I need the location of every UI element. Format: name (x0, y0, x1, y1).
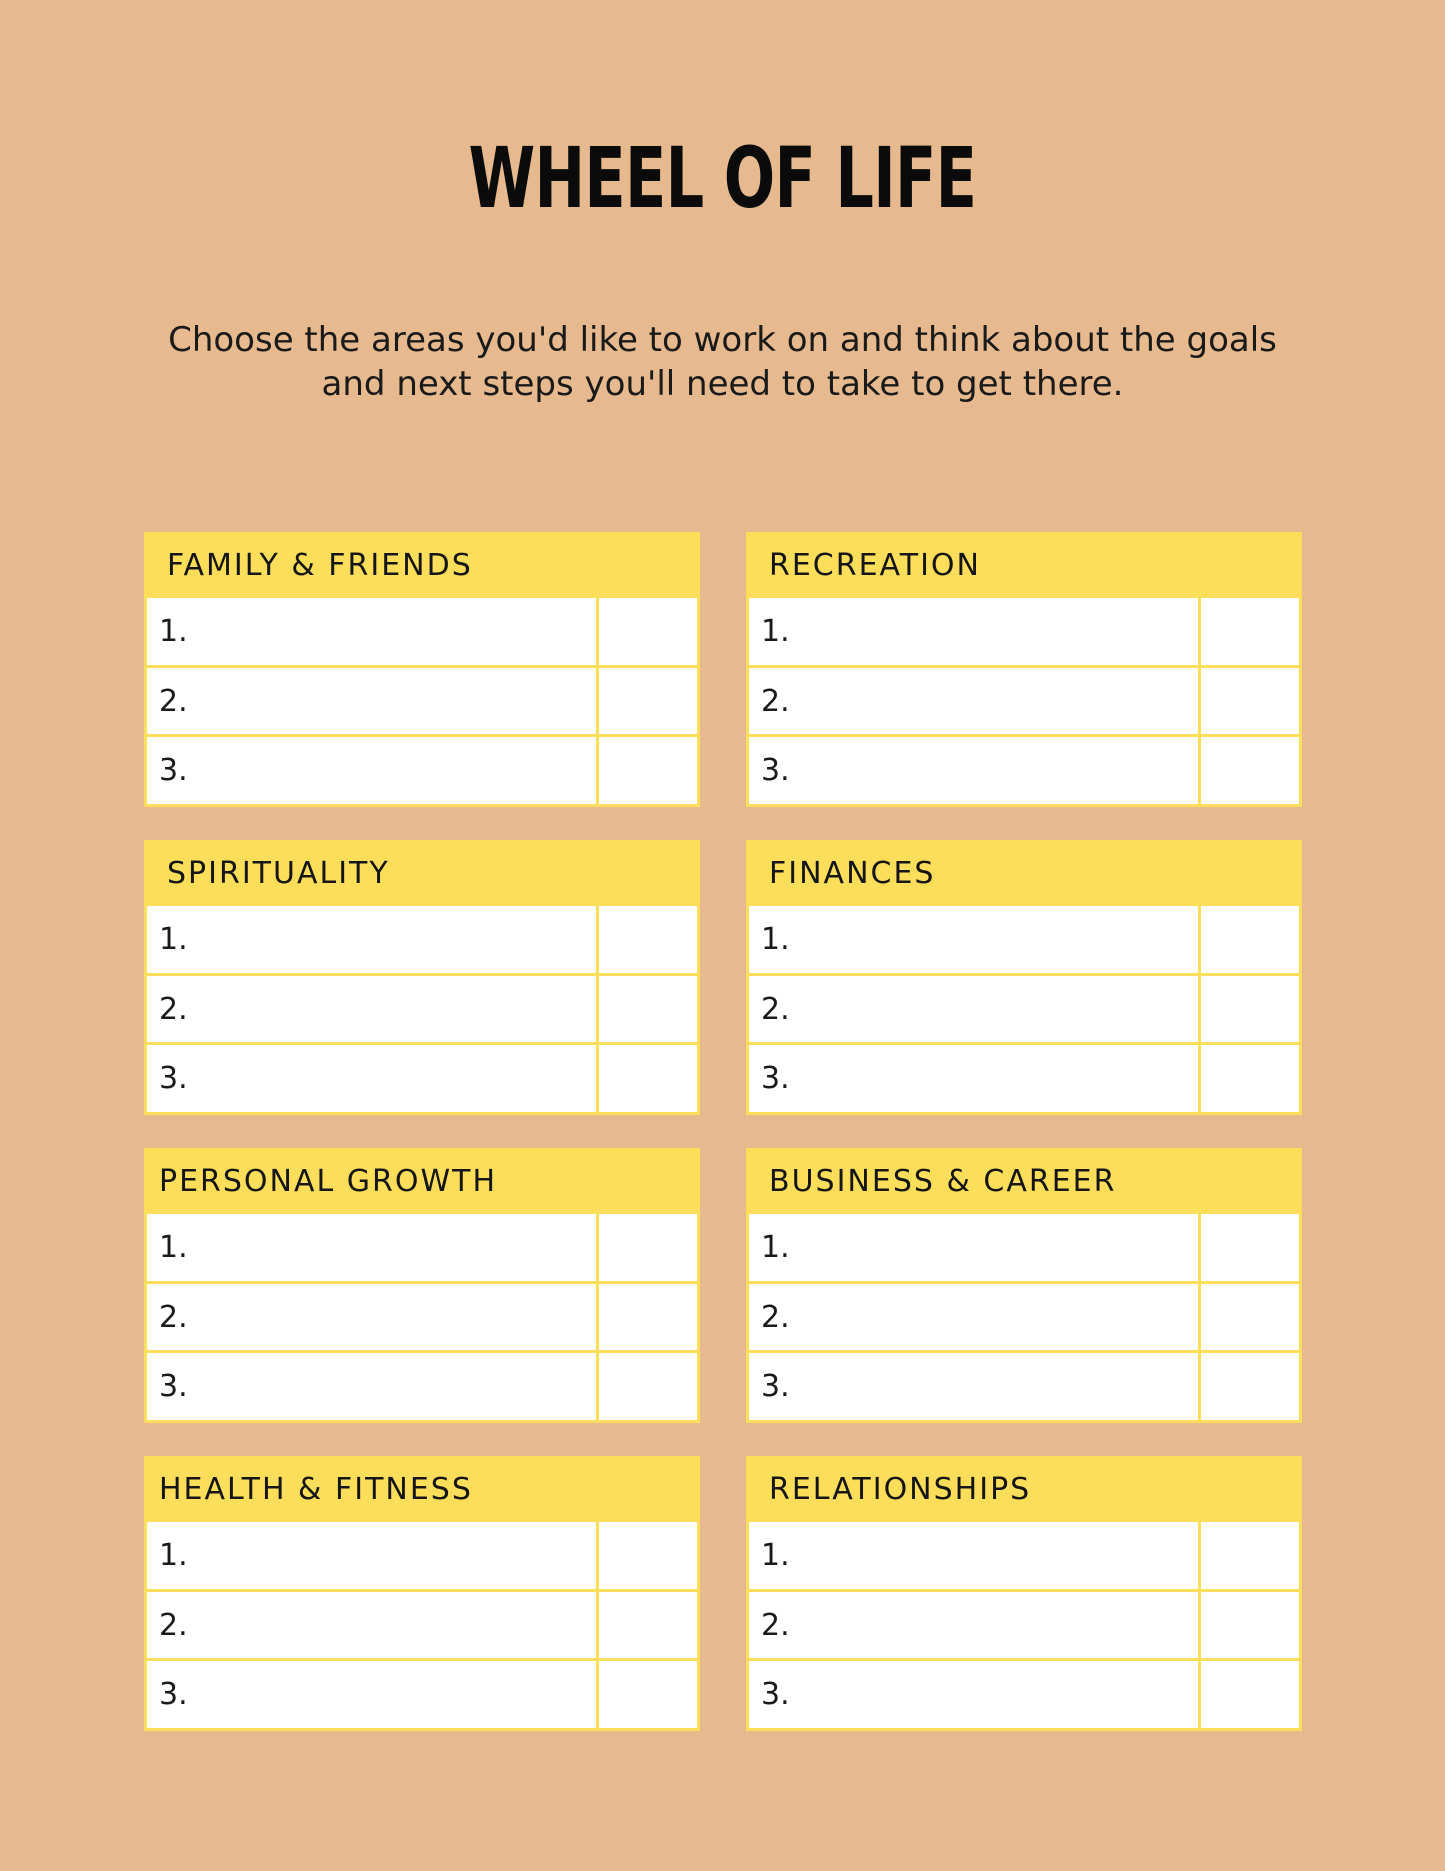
goal-field[interactable]: 1. (147, 906, 596, 973)
card-recreation (746, 532, 1302, 807)
check-box[interactable] (1201, 1592, 1299, 1659)
card-row (147, 1214, 697, 1281)
check-box[interactable] (1201, 1661, 1299, 1728)
card-health-fitness (144, 1456, 700, 1731)
card-business-career (746, 1148, 1302, 1423)
goal-field[interactable]: 2. (147, 1284, 596, 1351)
check-box[interactable] (599, 1592, 697, 1659)
card-header: BUSINESS & CAREER (769, 1163, 1117, 1199)
goal-field[interactable]: 1. (147, 598, 596, 665)
check-box[interactable] (599, 1284, 697, 1351)
check-box[interactable] (1201, 1353, 1299, 1420)
card-row (147, 1353, 697, 1420)
page-subtitle: Choose the areas you'd like to work on and think about the goals and next steps you'll need to take to get there. (168, 320, 1277, 404)
card-header: FINANCES (769, 855, 936, 891)
check-box[interactable] (1201, 1522, 1299, 1589)
goal-field[interactable]: 3. (147, 737, 596, 804)
card-row (147, 598, 697, 665)
card-row (749, 976, 1299, 1043)
goal-field[interactable]: 3. (749, 1045, 1198, 1112)
card-personal-growth (144, 1148, 700, 1423)
check-box[interactable] (599, 906, 697, 973)
check-box[interactable] (1201, 976, 1299, 1043)
goal-field[interactable]: 1. (749, 1522, 1198, 1589)
check-box[interactable] (599, 737, 697, 804)
card-header: RECREATION (769, 547, 981, 583)
check-box[interactable] (1201, 1214, 1299, 1281)
goal-field[interactable]: 3. (147, 1661, 596, 1728)
check-box[interactable] (599, 1353, 697, 1420)
card-row (147, 737, 697, 804)
card-row (147, 1522, 697, 1589)
goal-field[interactable]: 2. (147, 1592, 596, 1659)
card-row (147, 1592, 697, 1659)
card-family-friends (144, 532, 700, 807)
goal-field[interactable]: 1. (749, 906, 1198, 973)
card-header: SPIRITUALITY (167, 855, 390, 891)
card-row (749, 1522, 1299, 1589)
goal-field[interactable]: 3. (749, 1661, 1198, 1728)
card-row (749, 1284, 1299, 1351)
card-row (147, 668, 697, 735)
goal-field[interactable]: 2. (749, 668, 1198, 735)
goal-field[interactable]: 2. (147, 976, 596, 1043)
card-row (147, 1045, 697, 1112)
card-relationships (746, 1456, 1302, 1731)
card-row (749, 598, 1299, 665)
life-areas-grid (144, 532, 1302, 1731)
card-row (147, 1284, 697, 1351)
goal-field[interactable]: 2. (147, 668, 596, 735)
goal-field[interactable]: 3. (147, 1353, 596, 1420)
check-box[interactable] (599, 1522, 697, 1589)
check-box[interactable] (1201, 1045, 1299, 1112)
card-row (749, 1045, 1299, 1112)
card-row (749, 906, 1299, 973)
check-box[interactable] (599, 668, 697, 735)
card-row (749, 1353, 1299, 1420)
goal-field[interactable]: 1. (749, 598, 1198, 665)
goal-field[interactable]: 3. (749, 1353, 1198, 1420)
check-box[interactable] (599, 1661, 697, 1728)
card-header: PERSONAL GROWTH (159, 1163, 498, 1199)
card-row (749, 1661, 1299, 1728)
goal-field[interactable]: 2. (749, 1592, 1198, 1659)
check-box[interactable] (599, 1214, 697, 1281)
goal-field[interactable]: 3. (147, 1045, 596, 1112)
card-row (749, 1592, 1299, 1659)
card-header: FAMILY & FRIENDS (167, 547, 473, 583)
card-finances (746, 840, 1302, 1115)
card-header: RELATIONSHIPS (769, 1471, 1032, 1507)
check-box[interactable] (599, 976, 697, 1043)
check-box[interactable] (1201, 906, 1299, 973)
goal-field[interactable]: 3. (749, 737, 1198, 804)
card-spirituality (144, 840, 700, 1115)
card-header: HEALTH & FITNESS (159, 1471, 473, 1507)
card-row (749, 1214, 1299, 1281)
check-box[interactable] (599, 598, 697, 665)
check-box[interactable] (599, 1045, 697, 1112)
goal-field[interactable]: 2. (749, 976, 1198, 1043)
goal-field[interactable]: 1. (749, 1214, 1198, 1281)
page-title: WHEEL OF LIFE (468, 129, 977, 227)
goal-field[interactable]: 2. (749, 1284, 1198, 1351)
goal-field[interactable]: 1. (147, 1522, 596, 1589)
card-row (749, 737, 1299, 804)
goal-field[interactable]: 1. (147, 1214, 596, 1281)
check-box[interactable] (1201, 1284, 1299, 1351)
card-row (749, 668, 1299, 735)
card-row (147, 906, 697, 973)
card-row (147, 976, 697, 1043)
check-box[interactable] (1201, 668, 1299, 735)
check-box[interactable] (1201, 598, 1299, 665)
check-box[interactable] (1201, 737, 1299, 804)
card-row (147, 1661, 697, 1728)
